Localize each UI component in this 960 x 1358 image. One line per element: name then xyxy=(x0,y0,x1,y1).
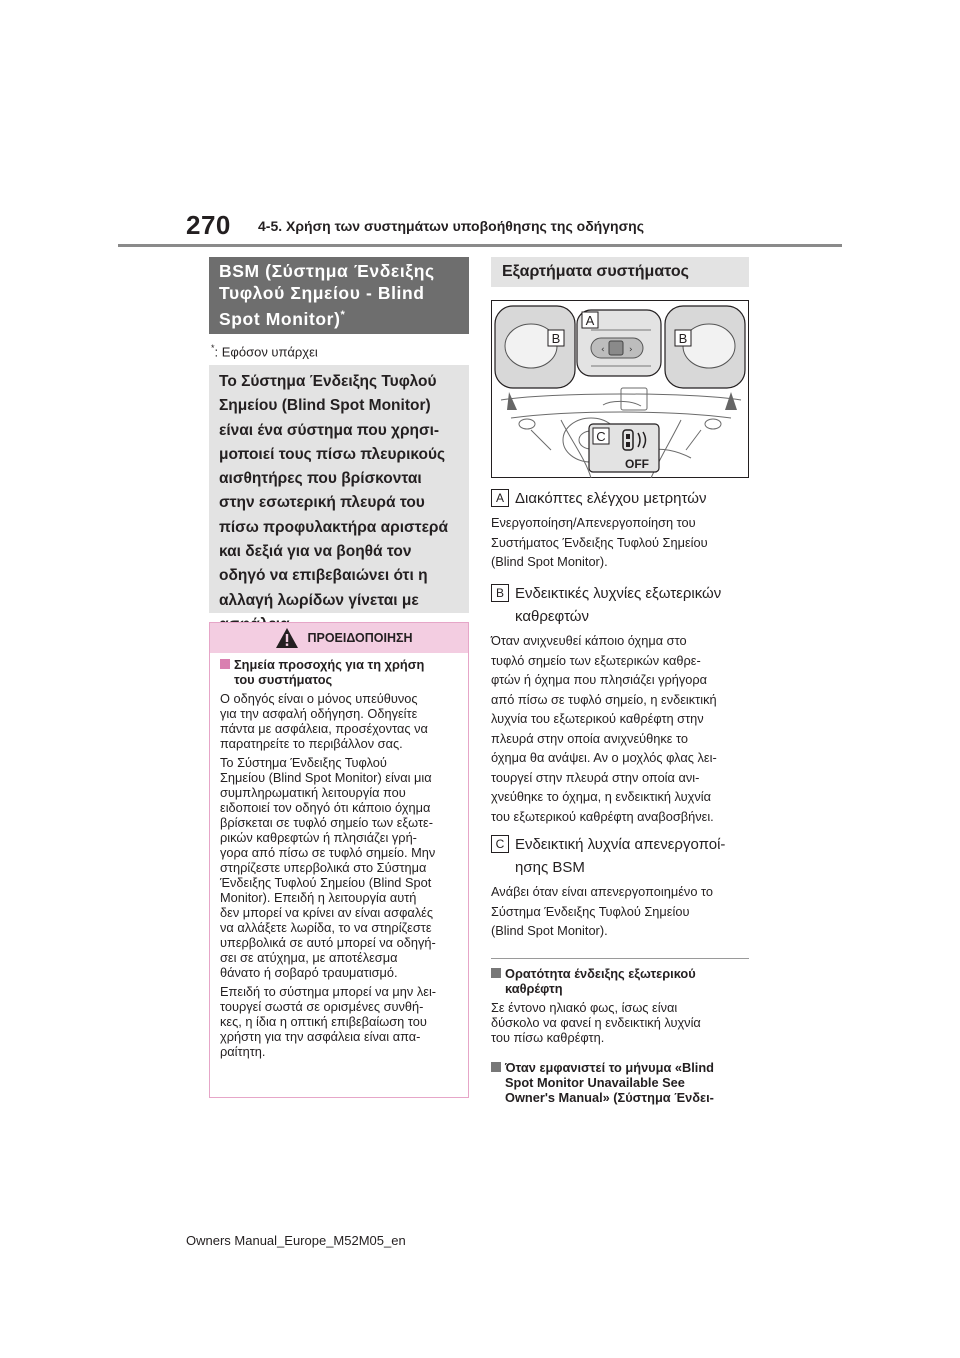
bsm-title-line-3: Spot Monitor)* xyxy=(219,308,346,329)
bullet-square-icon xyxy=(491,968,501,978)
intro-line: μοποιεί τους πίσω πλευρικούς xyxy=(219,445,446,463)
warning-box xyxy=(209,622,469,1098)
note-text: Σε έντονο ηλιακό φως, ίσως είναι δύσκολο να φανεί η ενδεικτική λυχνία του πίσω καθρέφτη. xyxy=(491,1000,701,1045)
legend-heading: Διακόπτες ελέγχου μετρητών xyxy=(515,490,707,507)
warning-body xyxy=(210,653,468,1059)
warning-paragraph-2: Το Σύστημα Ένδειξης Τυφλού Σημείου (Blind Spot Monitor) είναι μια συμπληρωματική λειτουργία που ειδοποιεί τον οδηγό ότι κάποιο όχημα βρίσκεται σε τυφλό σημείο των εξωτε- ρικών καθρεφτών ή πλησιάζει γρή- γορα από πίσω σε τυφλό σημείο. Μην στηρίζεστε υπερβολικά στο Σύστημα Ένδειξης Τυφλού Σημείου (Blind Spot Monitor). Επειδή η λειτουργία αυτή δεν μπορεί να κρίνει αν είναι ασφαλές να αλλάξετε λωρίδα, το να στηρίζεστε υπερβολικά σε αυτό μπορεί να οδηγή- σει σε ατύχημα, με αποτέλεσμα θάνατο ή σοβαρό τραυματισμό. xyxy=(220,755,436,980)
legend-heading-cont: ησης BSM xyxy=(515,859,585,876)
footer-doc-id: Owners Manual_Europe_M52M05_en xyxy=(186,1233,406,1248)
legend-item-a xyxy=(491,487,756,572)
warning-title: ΠΡΟΕΙΔΟΠΟΙΗΣΗ xyxy=(307,631,413,645)
warning-header xyxy=(210,623,468,653)
intro-line: Σημείου (Blind Spot Monitor) xyxy=(219,397,431,415)
warning-paragraph-3: Επειδή το σύστημα μπορεί να μην λει- τουργεί σωστά σε ορισμένες συνθή- κες, η ίδια η οπτική επιβεβαίωση του χρήστη για την ασφάλεια είναι απα- ραίτητη. xyxy=(220,984,437,1059)
legend-item-b xyxy=(491,582,756,826)
note-unavailable-message xyxy=(491,1060,753,1105)
intro-line: αισθητήρες που βρίσκονται xyxy=(219,470,422,488)
figure-label-b-left: B xyxy=(551,331,561,346)
intro-line: αλλαγή λωρίδων γίνεται με xyxy=(219,591,419,609)
intro-line: Το Σύστημα Ένδειξης Τυφλού xyxy=(219,373,437,390)
intro-line: πίσω προφυλακτήρα αριστερά xyxy=(219,518,449,536)
legend-heading-cont: καθρεφτών xyxy=(515,608,589,625)
intro-summary-box xyxy=(209,365,469,613)
figure-label-b-right: B xyxy=(678,331,688,346)
warning-paragraph-1: Ο οδηγός είναι ο μόνος υπεύθυνος για την ασφαλή οδήγηση. Οδηγείτε πάντα με ασφάλεια, προσέχοντας να παρατηρείτε το περιβάλλον σας. xyxy=(220,691,428,751)
section-divider xyxy=(491,958,749,959)
intro-line: είναι ένα σύστημα που χρησι- xyxy=(219,421,440,439)
dashboard-illustration xyxy=(491,300,749,478)
warning-triangle-icon xyxy=(275,627,299,649)
bsm-title-line-1: BSM (Σύστημα Ένδειξης xyxy=(219,261,435,281)
header-divider xyxy=(118,244,842,247)
legend-description: Ανάβει όταν είναι απενεργοποιημένο το Σύστημα Ένδειξης Τυφλού Σημείου (Blind Spot Monitor). xyxy=(491,884,713,938)
footnote-marker: * xyxy=(340,309,346,321)
note-heading: Ορατότητα ένδειξης εξωτερικού καθρέφτη xyxy=(491,966,753,996)
legend-label-b: B xyxy=(491,584,509,602)
legend-label-a: A xyxy=(491,489,509,507)
section-title: 4-5. Χρήση των συστημάτων υποβοήθησης της οδήγησης xyxy=(258,218,644,234)
legend-description: Όταν ανιχνευθεί κάποιο όχημα στο τυφλό σημείο των εξωτερικών καθρε- φτών ή όχημα που πλησιάζει γρήγορα από πίσω σε τυφλό σημείο, η ενδεικτική λυχνία του εξωτερικού καθρέφτη στην πλευρά στην οποία ανιχνεύθηκε το όχημα θα ανάψει. Αν ο μοχλός φλας λει- τουργεί στην πλευρά στην οποία ανι- χνεύθηκε το όχημα, η ενδεικτική λυχνία του εξωτερικού καθρέφτη αναβοσβήνει. xyxy=(491,633,717,824)
legend-heading: Ενδεικτικές λυχνίες εξωτερικών xyxy=(515,585,722,602)
bullet-square-icon xyxy=(491,1062,501,1072)
footnote: *: Εφόσον υπάρχει xyxy=(211,343,318,360)
warning-subheading: Σημεία προσοχής για τη χρήση του συστήματος xyxy=(220,657,458,687)
intro-line: και δεξιά για να βοηθά τον xyxy=(219,543,412,561)
bsm-title-line-2: Τυφλού Σημείου - Blind xyxy=(219,283,425,303)
bsm-off-text: OFF xyxy=(625,457,649,471)
legend-label-c: C xyxy=(491,835,509,853)
legend-item-c xyxy=(491,833,756,941)
note-heading: Όταν εμφανιστεί το μήνυμα «Blind Spot Monitor Unavailable See Owner's Manual» (Σύστημα Ένδει- xyxy=(491,1060,753,1105)
note-mirror-visibility xyxy=(491,966,753,1045)
page-number: 270 xyxy=(186,210,231,240)
figure-label-a: A xyxy=(585,313,595,328)
intro-line: στην εσωτερική πλευρά του xyxy=(219,494,425,512)
svg-text:‹: ‹ xyxy=(601,345,605,355)
figure-label-c: C xyxy=(596,429,606,444)
legend-heading: Ενδεικτική λυχνία απενεργοποί- xyxy=(515,836,726,853)
intro-line: οδηγό να επιβεβαιώνει ότι η xyxy=(219,567,428,585)
legend-description: Ενεργοποίηση/Απενεργοποίηση του Συστήματος Ένδειξης Τυφλού Σημείου (Blind Spot Monitor). xyxy=(491,515,708,569)
svg-text:›: › xyxy=(629,345,633,355)
components-section-title: Εξαρτήματα συστήματος xyxy=(491,257,749,287)
bullet-square-icon xyxy=(220,659,230,669)
bsm-section-title xyxy=(209,257,469,334)
